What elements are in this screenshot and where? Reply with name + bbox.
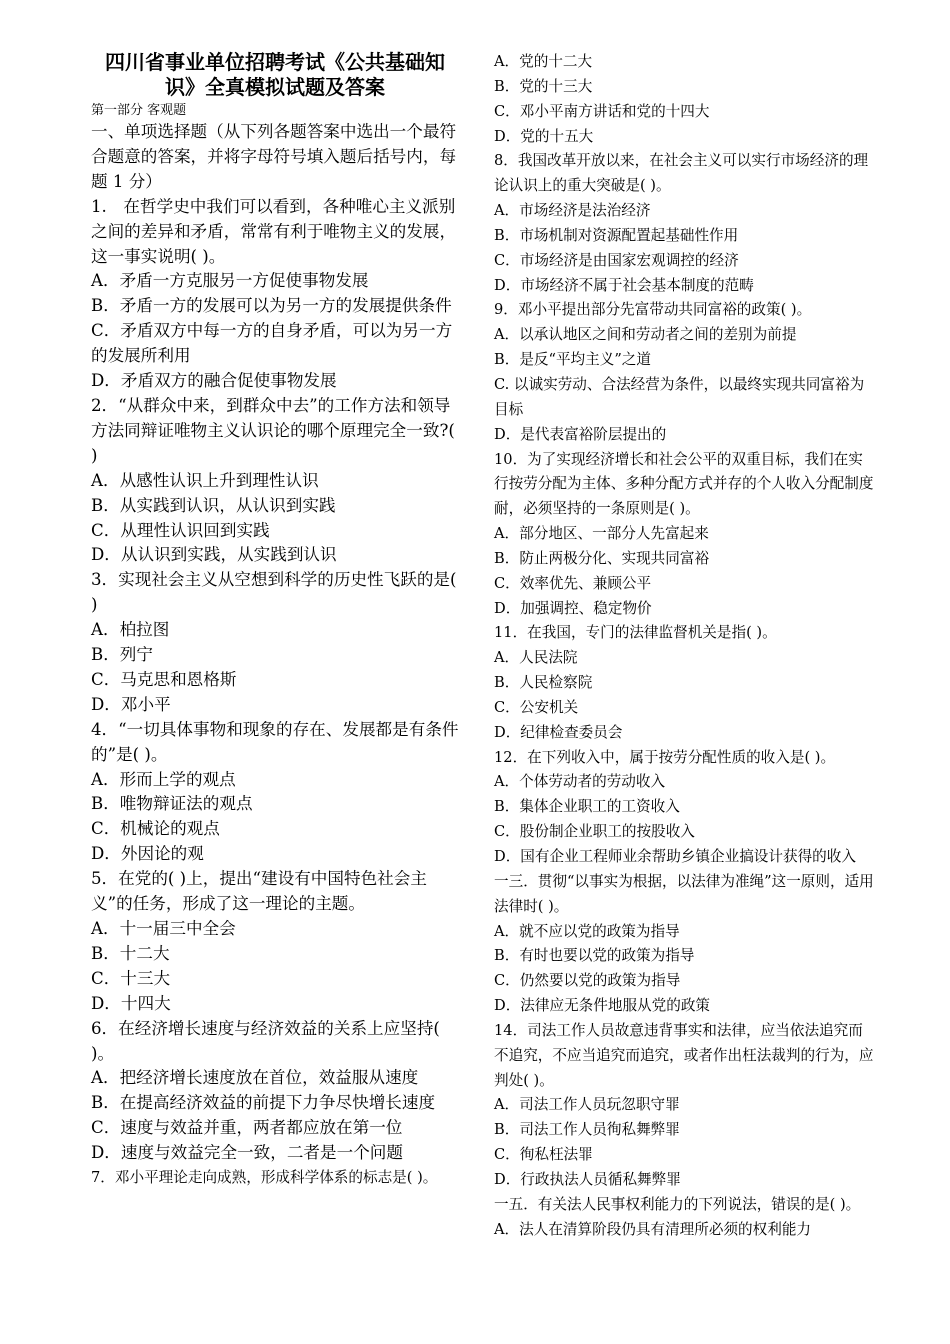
paragraph: A．把经济增长速度放在首位，效益服从速度 — [91, 1068, 419, 1088]
paragraph: 一五．有关法人民事权利能力的下列说法，错误的是( )。 — [494, 1195, 861, 1213]
paragraph: B．人民检察院 — [494, 674, 593, 692]
paragraph: C．马克思和恩格斯 — [91, 669, 237, 689]
paragraph: 9．邓小平提出部分先富带动共同富裕的政策( )。 — [494, 301, 812, 319]
paragraph: B．党的十三大 — [494, 77, 593, 95]
paragraph: D．矛盾双方的融合促使事物发展 — [91, 371, 337, 391]
paragraph: D．加强调控、稳定物价 — [494, 599, 652, 617]
paragraph: 6．在经济增长速度与经济效益的关系上应坚持( )。 — [91, 1018, 440, 1063]
paragraph: D．国有企业工程师业余帮助乡镇企业搞设计获得的收入 — [494, 848, 856, 865]
paragraph: A．柏拉图 — [91, 620, 170, 640]
paragraph: D．纪律检查委员会 — [494, 723, 623, 741]
paragraph: D．行政执法人员循私舞弊罪 — [494, 1170, 681, 1188]
part-heading: 第一部分 客观题 — [91, 103, 187, 118]
paragraph: A．人民法院 — [494, 649, 578, 667]
paragraph: D．十四大 — [91, 993, 171, 1013]
paragraph: D．外因论的观 — [91, 844, 204, 864]
paragraph: A．市场经济是法治经济 — [494, 202, 651, 220]
paragraph: C．公安机关 — [494, 698, 579, 716]
paragraph: B．十二大 — [91, 943, 170, 963]
paragraph: B．防止两极分化、实现共同富裕 — [494, 549, 710, 567]
paragraph: A．以承认地区之间和劳动者之间的差别为前提 — [494, 326, 797, 344]
paragraph: A．就不应以党的政策为指导 — [494, 922, 680, 940]
paragraph: 3．实现社会主义从空想到科学的历史性飞跃的是( ) — [91, 570, 457, 615]
paragraph: A．从感性认识上升到理性认识 — [91, 470, 319, 490]
paragraph: A．党的十二大 — [494, 53, 593, 70]
paragraph: A．个体劳动者的劳动收入 — [494, 773, 666, 791]
paragraph: 11．在我国，专门的法律监督机关是指( )。 — [494, 624, 777, 642]
paragraph: D．是代表富裕阶层提出的 — [494, 425, 667, 443]
paragraph: B．在提高经济效益的前提下力争尽快增长速度 — [91, 1093, 436, 1113]
left-column — [91, 50, 459, 1191]
paragraph: C．仍然要以党的政策为指导 — [494, 972, 681, 990]
paragraph: B．司法工作人员徇私舞弊罪 — [494, 1121, 680, 1139]
left-body — [91, 120, 459, 1166]
paragraph: B．是反“平均主义”之道 — [494, 351, 651, 369]
paragraph: A．矛盾一方克服另一方促使事物发展 — [91, 271, 369, 291]
left-tail-paragraph: 7．邓小平理论走向成熟，形成科学体系的标志是( )。 — [91, 1169, 438, 1187]
paragraph: C．从理性认识回到实践 — [91, 520, 270, 540]
paragraph: A．形而上学的观点 — [91, 769, 236, 789]
paragraph: 10．为了实现经济增长和社会公平的双重目标，我们在实行按劳分配为主体、多种分配方式并存的个人收入分配制度耐，必须坚持的一条原则是( )。 — [494, 450, 874, 518]
paragraph: 5．在党的( )上，提出“建设有中国特色社会主义”的任务，形成了这一理论的主题。 — [91, 869, 427, 914]
paragraph: A．法人在清算阶段仍具有清理所必须的权利能力 — [494, 1220, 812, 1238]
paragraph: C．市场经济是由国家宏观调控的经济 — [494, 251, 739, 269]
paragraph: B．从实践到认识，从认识到实践 — [91, 495, 336, 515]
paragraph: C．速度与效益并重，两者都应放在第一位 — [91, 1118, 403, 1138]
paragraph: C．邓小平南方讲话和党的十四大 — [494, 102, 710, 120]
paragraph: D．党的十五大 — [494, 127, 594, 145]
paragraph: C．十三大 — [91, 968, 171, 988]
paragraph: D．邓小平 — [91, 694, 171, 714]
paragraph: B．唯物辩证法的观点 — [91, 794, 253, 814]
paragraph: 12．在下列收入中，属于按劳分配性质的收入是( )。 — [494, 748, 836, 766]
paragraph: D．速度与效益完全一致，二者是一个问题 — [91, 1143, 403, 1163]
paragraph: 1. 在哲学史中我们可以看到，各种唯心主义派别之间的差异和矛盾，常常有利于唯物主义的发展，这一事实说明( )。 — [91, 196, 457, 266]
paragraph: 2．“从群众中来，到群众中去”的工作方法和领导方法同辩证唯物主义认识论的哪个原理完全一致?( ) — [91, 395, 455, 465]
paragraph: C．矛盾双方中每一方的自身矛盾，可以为另一方的发展所利用 — [91, 321, 453, 366]
right-column — [494, 50, 874, 1243]
paragraph: C．机械论的观点 — [91, 819, 220, 839]
paragraph: B．市场机制对资源配置起基础性作用 — [494, 226, 739, 244]
paragraph: A．部分地区、一部分人先富起来 — [494, 525, 709, 543]
paragraph: 14．司法工作人员故意违背事实和法律，应当依法追究而不追究，不应当追究而追究，或者作出枉法裁判的行为，应判处( )。 — [494, 1021, 874, 1089]
paragraph: A．十一届三中全会 — [91, 919, 236, 938]
paragraph: 一三．贯彻“以事实为根据，以法律为准绳”这一原则，适用法律时( )。 — [494, 872, 874, 915]
paragraph: B．集体企业职工的工资收入 — [494, 798, 680, 816]
paragraph: B．有时也要以党的政策为指导 — [494, 947, 695, 965]
paragraph: B．列宁 — [91, 645, 153, 665]
document-title: 四川省事业单位招聘考试《公共基础知识》全真模拟试题及答案 — [105, 50, 445, 99]
paragraph: 8．我国改革开放以来，在社会主义可以实行市场经济的理论认识上的重大突破是( )。 — [494, 152, 869, 195]
paragraph: 一、单项选择题（从下列各题答案中选出一个最符合题意的答案，并将字母符号填入题后括号内，每题 1 分） — [91, 122, 457, 191]
paragraph: D．从认识到实践，从实践到认识 — [91, 545, 337, 565]
paragraph: A．司法工作人员玩忽职守罪 — [494, 1096, 680, 1114]
paragraph: D．市场经济不属于社会基本制度的范畴 — [494, 276, 754, 294]
paragraph: C. 以诚实劳动、合法经营为条件，以最终实现共同富裕为目标 — [494, 375, 865, 418]
paragraph: B．矛盾一方的发展可以为另一方的发展提供条件 — [91, 296, 452, 316]
paragraph: 4．“一切具体事物和现象的存在、发展都是有条件的”是( )。 — [91, 719, 459, 764]
paragraph: C．徇私枉法罪 — [494, 1146, 593, 1164]
paragraph: D．法律应无条件地服从党的政策 — [494, 997, 711, 1015]
paragraph: C．股份制企业职工的按股收入 — [494, 823, 695, 841]
paragraph: C．效率优先、兼顾公平 — [494, 574, 652, 592]
